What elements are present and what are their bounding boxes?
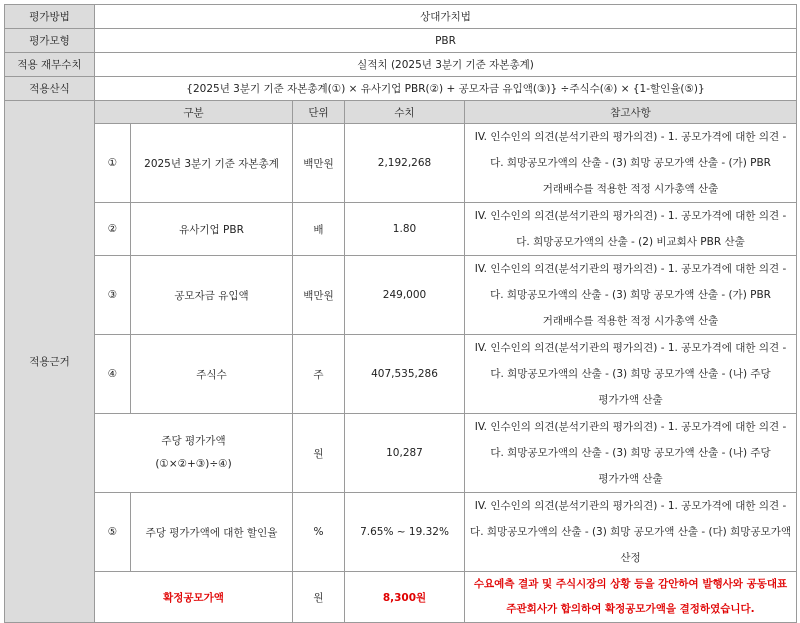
table-row: [5, 256, 797, 335]
table-row: [5, 124, 797, 203]
discount-name: 주당 평가가액에 대한 할인율: [131, 493, 293, 572]
formula-label: 적용산식: [5, 77, 95, 101]
final-price-note: 수요예측 결과 및 주식시장의 상황 등을 감안하여 발행사와 공동대표주관회사가 합의하여 확정공모가액을 결정하였습니다.: [465, 572, 797, 623]
method-label: 평가방법: [5, 5, 95, 29]
item-value: 407,535,286: [345, 335, 465, 414]
figure-value: 실적치 (2025년 3분기 기준 자본총계): [95, 53, 797, 77]
item-name: 2025년 3분기 기준 자본총계: [131, 124, 293, 203]
header-category: 구분: [95, 101, 293, 124]
item-number: ③: [95, 256, 131, 335]
final-price-label: 확정공모가액: [95, 572, 293, 623]
item-number: ④: [95, 335, 131, 414]
header-reference: 참고사항: [465, 101, 797, 124]
table-row: [5, 414, 797, 493]
item-name: 유사기업 PBR: [131, 203, 293, 256]
item-number: ②: [95, 203, 131, 256]
per-share-reference: IV. 인수인의 의견(분석기관의 평가의견) - 1. 공모가격에 대한 의견 - 다. 희망공모가액의 산출 - (3) 희망 공모가액 산출 - (나) 주당 평가가액 산출: [465, 414, 797, 493]
discount-number: ⑤: [95, 493, 131, 572]
item-value: 2,192,268: [345, 124, 465, 203]
per-share-formula: (①×②+③)÷④): [155, 458, 232, 470]
item-number: ①: [95, 124, 131, 203]
item-unit: 주: [293, 335, 345, 414]
final-price-unit: 원: [293, 572, 345, 623]
per-share-name: [95, 414, 293, 493]
discount-unit: %: [293, 493, 345, 572]
item-reference: IV. 인수인의 의견(분석기관의 평가의견) - 1. 공모가격에 대한 의견 - 다. 희망공모가액의 산출 - (3) 희망 공모가액 산출 - (가) PBR 거래배수를 적용한 적정 시가총액 산출: [465, 256, 797, 335]
item-reference: IV. 인수인의 의견(분석기관의 평가의견) - 1. 공모가격에 대한 의견 - 다. 희망공모가액의 산출 - (3) 희망 공모가액 산출 - (나) 주당 평가가액 산출: [465, 335, 797, 414]
item-value: 249,000: [345, 256, 465, 335]
final-price-value: 8,300원: [345, 572, 465, 623]
item-name: 공모자금 유입액: [131, 256, 293, 335]
table-row: [5, 335, 797, 414]
item-reference: IV. 인수인의 의견(분석기관의 평가의견) - 1. 공모가격에 대한 의견 - 다. 희망공모가액의 산출 - (3) 희망 공모가액 산출 - (가) PBR 거래배수를 적용한 적정 시가총액 산출: [465, 124, 797, 203]
per-share-name-line1: 주당 평가가액: [161, 435, 226, 447]
item-unit: 배: [293, 203, 345, 256]
item-unit: 백만원: [293, 256, 345, 335]
per-share-unit: 원: [293, 414, 345, 493]
formula-value: {2025년 3분기 기준 자본총계(①) × 유사기업 PBR(②) + 공모자금 유입액(③)} ÷주식수(④) × {1-할인율(⑤)}: [95, 77, 797, 101]
header-unit: 단위: [293, 101, 345, 124]
item-unit: 백만원: [293, 124, 345, 203]
model-label: 평가모형: [5, 29, 95, 53]
item-name: 주식수: [131, 335, 293, 414]
item-value: 1.80: [345, 203, 465, 256]
method-value: 상대가치법: [95, 5, 797, 29]
basis-label: 적용근거: [5, 101, 95, 623]
header-value: 수치: [345, 101, 465, 124]
figure-label: 적용 재무수치: [5, 53, 95, 77]
table-row: [5, 493, 797, 572]
item-reference: IV. 인수인의 의견(분석기관의 평가의견) - 1. 공모가격에 대한 의견 - 다. 희망공모가액의 산출 - (2) 비교회사 PBR 산출: [465, 203, 797, 256]
model-value: PBR: [95, 29, 797, 53]
discount-reference: IV. 인수인의 의견(분석기관의 평가의견) - 1. 공모가격에 대한 의견 - 다. 희망공모가액의 산출 - (3) 희망 공모가액 산출 - (다) 희망공모가액 산정: [465, 493, 797, 572]
per-share-value: 10,287: [345, 414, 465, 493]
valuation-table: [4, 4, 797, 623]
table-row: [5, 203, 797, 256]
discount-value: 7.65% ~ 19.32%: [345, 493, 465, 572]
table-row: [5, 572, 797, 623]
